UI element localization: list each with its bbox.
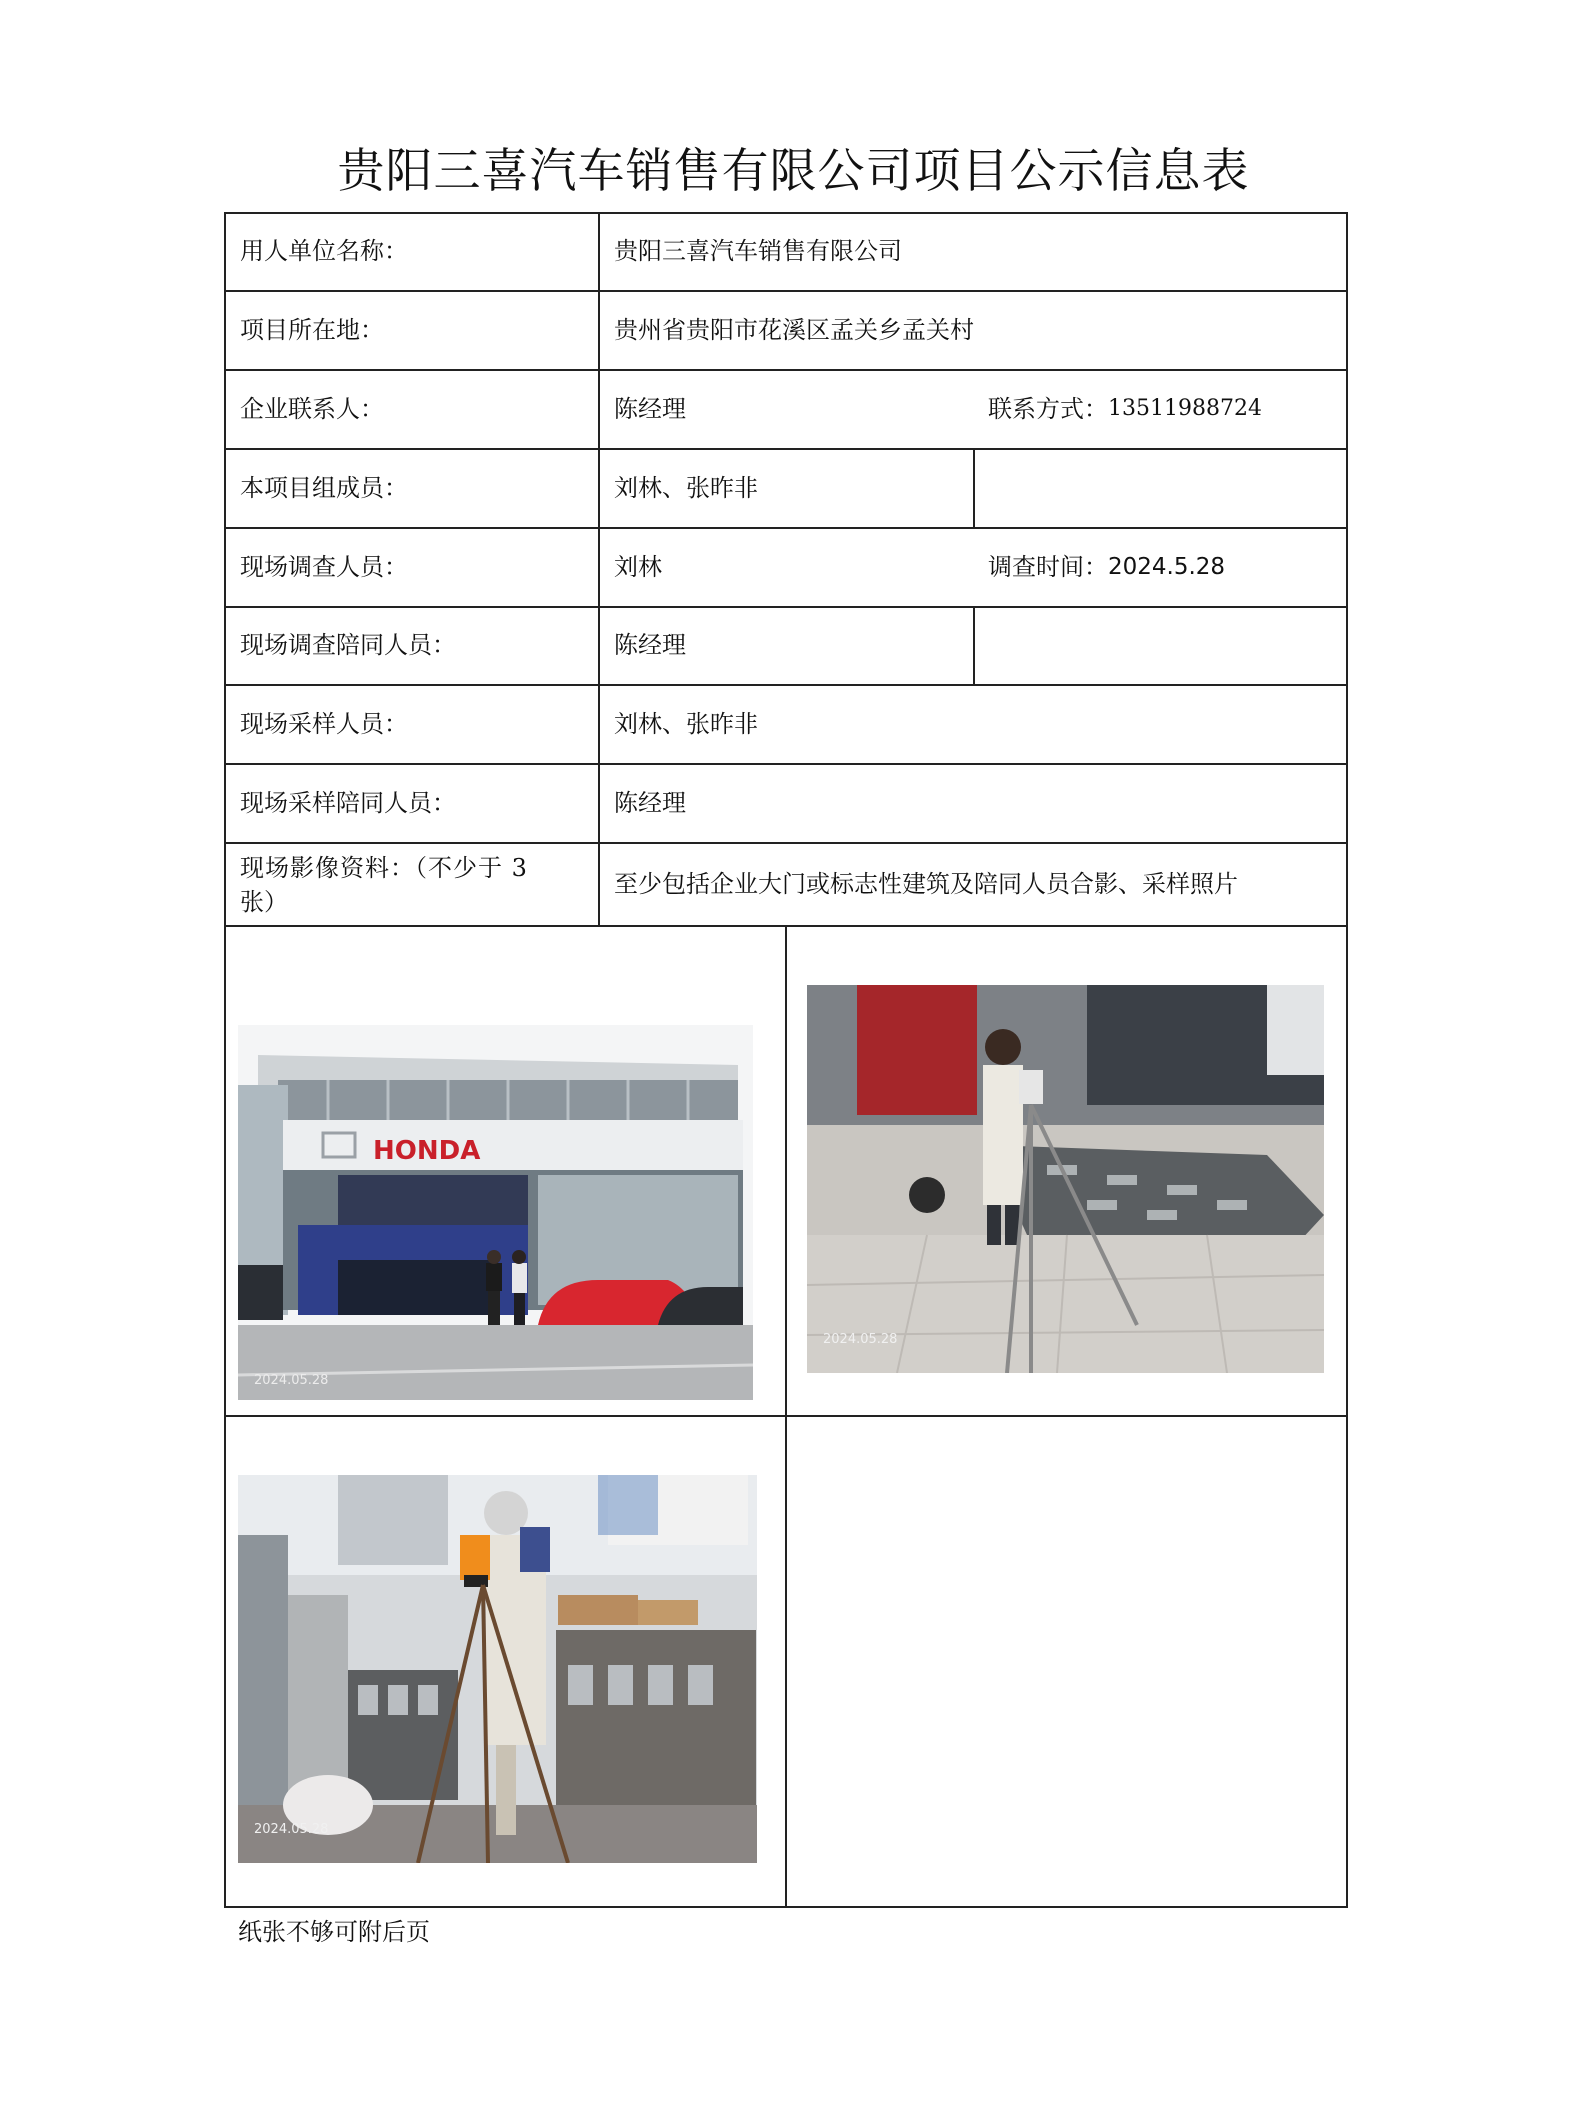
value-project-location: 贵州省贵阳市花溪区孟关乡孟关村 [614,315,974,344]
photo-sampling-paint-room [238,1475,757,1863]
value-sampling-staff: 刘林、张昨非 [614,709,758,738]
photo-sampling-workshop [807,985,1324,1373]
value-sampling-companion: 陈经理 [614,788,686,817]
page-title: 贵阳三喜汽车销售有限公司项目公示信息表 [337,144,1250,199]
value-contact-person: 陈经理 [614,394,686,423]
value-site-images-requirement: 至少包括企业大门或标志性建筑及陪同人员合影、采样照片 [614,869,1238,898]
label-survey-staff: 现场调查人员： [240,552,408,581]
photo-date-stamp: 2024.05.28 [254,1822,329,1837]
label-survey-time: 调查时间： [988,552,1108,581]
value-employer-name: 贵阳三喜汽车销售有限公司 [614,237,902,265]
label-survey-companion: 现场调查陪同人员： [240,631,456,659]
photo-date-stamp: 2024.05.28 [254,1373,329,1388]
label-site-images-line1: 现场影像资料：（不少于 3 [240,853,528,882]
survey-time [988,527,1225,606]
label-employer-name: 用人单位名称： [240,237,408,265]
footer-note: 纸张不够可附后页 [238,1918,430,1946]
label-project-members: 本项目组成员： [240,473,408,502]
photo-dealership-entrance [238,1025,753,1400]
value-survey-time: 2024.5.28 [1108,553,1226,580]
value-survey-staff: 刘林 [614,552,662,581]
honda-sign-text: HONDA [373,1136,481,1166]
label-site-images [240,844,590,925]
value-survey-companion: 陈经理 [614,631,686,659]
label-sampling-staff: 现场采样人员： [240,709,408,738]
label-site-images-line2: 张） [240,887,288,916]
info-table [224,212,1348,1908]
label-contact-method: 联系方式： [988,394,1108,423]
label-project-location: 项目所在地： [240,315,384,344]
value-contact-phone: 13511988724 [1108,395,1262,421]
photo-date-stamp: 2024.05.28 [823,1332,898,1347]
label-contact-person: 企业联系人： [240,394,384,423]
contact-method [988,369,1262,448]
label-sampling-companion: 现场采样陪同人员： [240,788,456,817]
value-project-members: 刘林、张昨非 [614,473,758,502]
